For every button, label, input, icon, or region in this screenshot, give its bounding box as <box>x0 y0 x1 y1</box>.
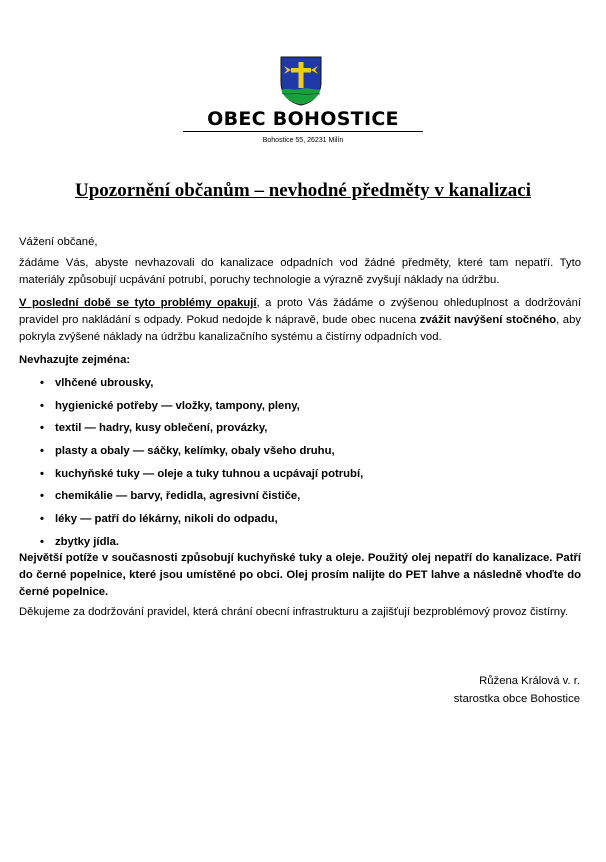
list-item: • vlhčené ubrousky, <box>40 377 154 389</box>
signer-name: Růžena Králová v. r. <box>479 675 580 687</box>
emphasis-text: V poslední době se tyto problémy opakují <box>19 297 257 309</box>
fee-increase-text: zvážit navýšení stočného <box>419 314 557 326</box>
header-divider <box>183 131 423 132</box>
coat-of-arms-icon <box>279 56 323 106</box>
bullet-icon: • <box>40 422 44 435</box>
bullet-icon: • <box>40 377 44 389</box>
bullet-icon: • <box>40 399 44 412</box>
prohibited-items-list <box>19 376 559 558</box>
bullet-icon: • <box>40 490 44 503</box>
thanks-paragraph: Děkujeme za dodržování pravidel, která chrání obecní infrastrukturu a zajišťují bezproblémový provoz čistírny. <box>19 606 569 618</box>
bullet-icon: • <box>40 445 44 458</box>
document-title: Upozornění občanům – nevhodné předměty v kanalizaci <box>74 180 532 201</box>
list-item: • textil — hadry, kusy oblečení, provázky, <box>40 422 268 435</box>
bullet-icon: • <box>40 535 44 548</box>
list-heading: Nevhazujte zejména: <box>19 354 131 366</box>
signature-block <box>454 673 580 708</box>
list-item: • zbytky jídla. <box>40 535 120 548</box>
list-item: • chemikálie — barvy, ředidla, agresivní čističe, <box>40 490 301 503</box>
bullet-icon: • <box>40 513 44 526</box>
bullet-icon: • <box>40 467 44 480</box>
greeting: Vážení občané, <box>19 236 98 248</box>
warning-paragraph: V poslední době se tyto problémy opakují, a proto Vás žádáme o zvýšenou ohleduplnost a dodržování pravidel pro nakládání s odpady. Pokud nedojde k nápravě, bude obec nucena zvážit navýšení stočného, aby pokryla zvýšené náklady na údržbu kanalizačního systému a čistírny odpadních vod. <box>19 297 582 343</box>
list-item: • plasty a obaly — sáčky, kelímky, obaly všeho druhu, <box>40 445 335 458</box>
list-item: • kuchyňské tuky — oleje a tuky tuhnou a ucpávají potrubí, <box>40 467 364 480</box>
list-item: • hygienické potřeby — vložky, tampony, pleny, <box>40 399 300 412</box>
list-item: • léky — patří do lékárny, nikoli do odpadu, <box>40 513 278 526</box>
intro-paragraph: žádáme Vás, abyste nevhazovali do kanalizace odpadních vod žádné předměty, které tam nepatří. Tyto materiály způsobují ucpávání potrubí, poruchy technologie a výrazně zvyšují náklady na údržbu. <box>19 257 581 286</box>
signer-role: starostka obce Bohostice <box>453 692 580 705</box>
organization-name: OBEC BOHOSTICE <box>207 108 399 130</box>
organization-address: Bohostice 55, 26231 Milín <box>262 137 344 144</box>
cooking-oil-notice: Největší potíže v současnosti způsobují kuchyňské tuky a oleje. Použitý olej nepatří do kanalizace. Patří do černé popelnice, které jsou umístěné po obci. Olej prosím nalijte do PET lahve a následně vhoďte do černé popelnice. <box>19 552 581 598</box>
